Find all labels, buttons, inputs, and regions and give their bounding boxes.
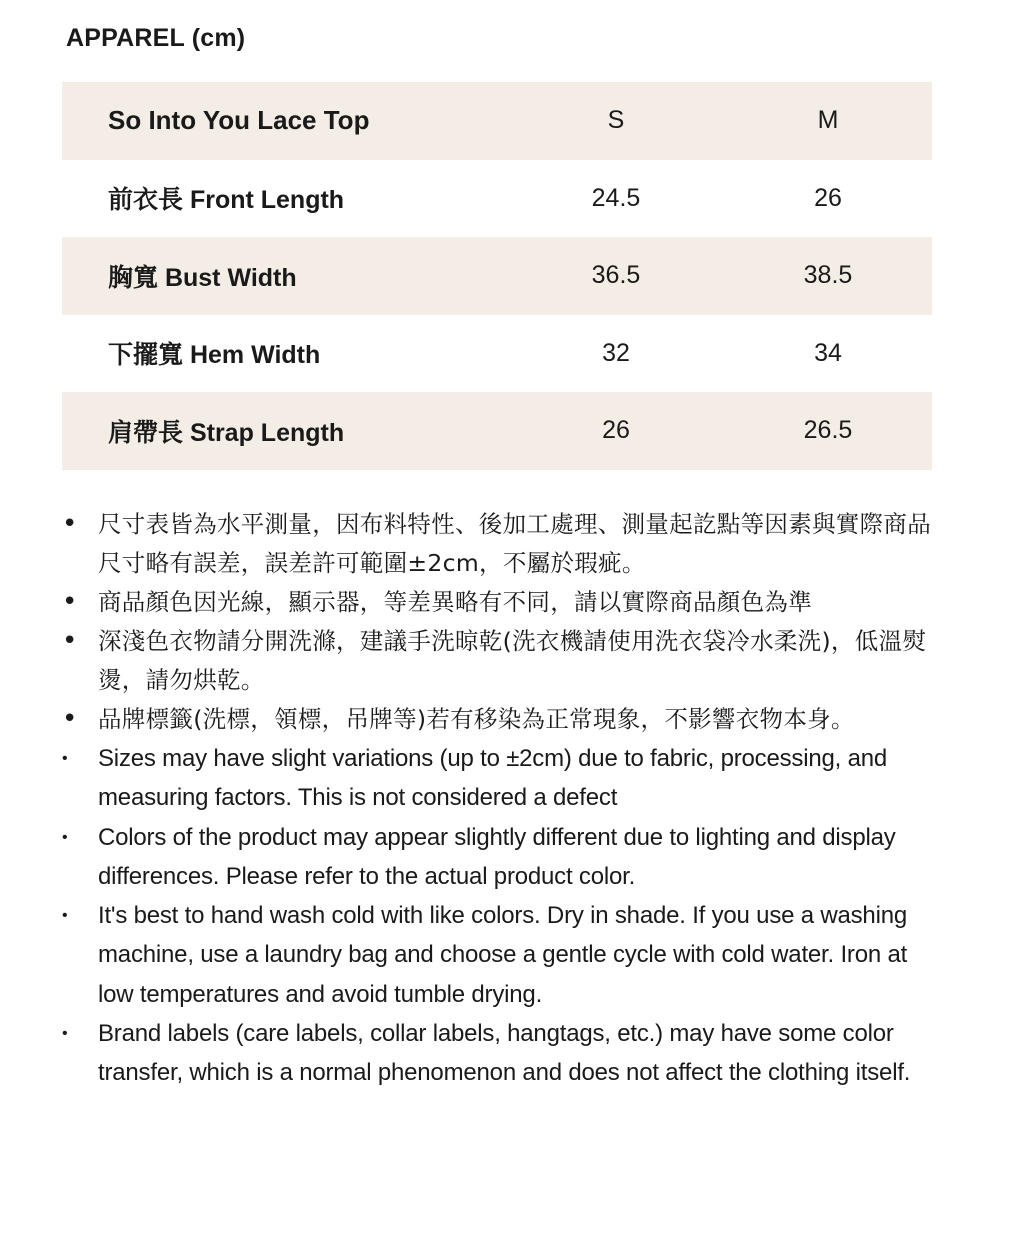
size-s-header: S — [607, 106, 625, 135]
size-chart-table — [62, 82, 932, 470]
note-zh-text: 尺寸表皆為水平測量，因布料特性、後加工處理、測量起訖點等因素與實際商品尺寸略有誤差，誤差許可範圍±2cm，不屬於瑕疵。 — [98, 510, 931, 577]
table-row-strap-length — [62, 392, 932, 470]
note-en-text: Colors of the product may appear slightly different due to lighting and display differences. Please refer to the actual product color. — [98, 823, 896, 890]
bullet-icon: • — [62, 509, 78, 539]
row-label: 下擺寬 Hem Width — [108, 341, 321, 370]
size-m-value: 34 — [814, 338, 842, 367]
note-zh-text: 品牌標籤(洗標，領標，吊牌等)若有移染為正常現象，不影響衣物本身。 — [98, 705, 855, 733]
note-en-text: Brand labels (care labels, collar labels, hangtags, etc.) may have some color transfer, which is a normal phenomenon and does not affect the clothing itself. — [98, 1020, 911, 1087]
bullet-icon: • — [62, 828, 68, 846]
note-zh-text: 深淺色衣物請分開洗滌，建議手洗晾乾(洗衣機請使用洗衣袋冷水柔洗)，低溫熨燙，請勿烘乾。 — [98, 627, 927, 694]
size-s-value: 26 — [602, 416, 630, 445]
bullet-icon: • — [62, 626, 78, 656]
care-notes-list — [62, 505, 942, 1093]
note-en-item — [62, 739, 942, 818]
bullet-icon: • — [62, 587, 78, 617]
bullet-icon: • — [62, 1025, 68, 1043]
size-m-header: M — [817, 106, 839, 135]
table-row-hem-width — [62, 315, 932, 393]
note-en-item — [62, 896, 942, 1014]
note-en-item — [62, 818, 942, 897]
note-zh-text: 商品顏色因光線，顯示器，等差異略有不同，請以實際商品顏色為準 — [98, 588, 812, 616]
size-m-value: 26.5 — [803, 416, 853, 445]
row-label: 胸寬 Bust Width — [108, 263, 297, 292]
table-row-front-length — [62, 160, 932, 238]
note-en-text: It's best to hand wash cold with like colors. Dry in shade. If you use a washing machine, use a laundry bag and choose a gentle cycle with cold water. Iron at low temperatures and avoid tumble drying. — [98, 902, 908, 1008]
table-row-bust-width — [62, 237, 932, 315]
table-header-row — [62, 82, 932, 160]
row-label: 肩帶長 Strap Length — [108, 418, 345, 447]
product-name: So Into You Lace Top — [108, 105, 370, 136]
note-en-text: Sizes may have slight variations (up to ±2cm) due to fabric, processing, and measuring factors. This is not considered a defect — [98, 745, 888, 812]
size-m-value: 38.5 — [803, 261, 853, 290]
bullet-icon: • — [62, 750, 68, 767]
section-title: APPAREL (cm) — [66, 24, 246, 52]
bullet-icon: • — [62, 907, 68, 925]
size-s-value: 36.5 — [591, 261, 641, 290]
size-s-value: 32 — [602, 338, 630, 367]
row-label: 前衣長 Front Length — [108, 186, 345, 215]
size-m-value: 26 — [814, 183, 842, 212]
size-s-value: 24.5 — [591, 183, 641, 212]
note-zh-item — [62, 622, 942, 700]
note-zh-item — [62, 505, 942, 583]
note-zh-item — [62, 700, 942, 739]
bullet-icon: • — [62, 704, 78, 734]
note-en-item — [62, 1014, 942, 1093]
note-zh-item — [62, 583, 942, 622]
